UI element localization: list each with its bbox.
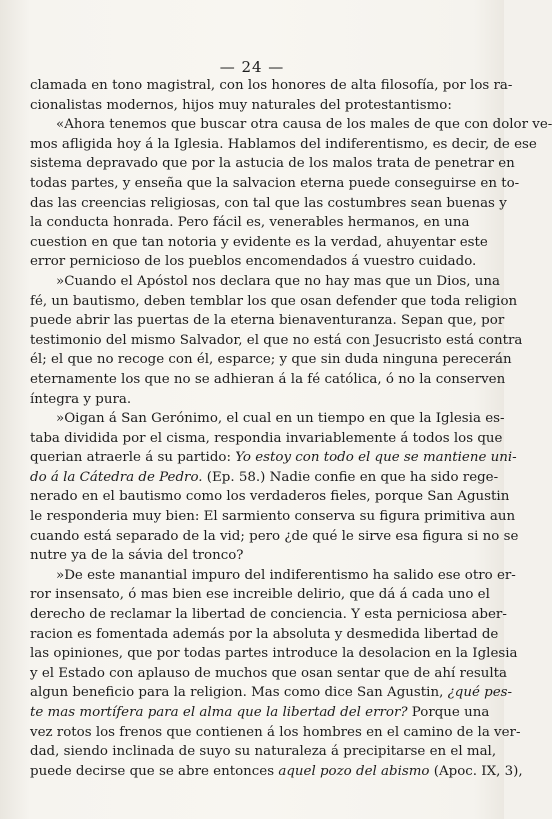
text-line: do á la Cátedra de Pedro. (Ep. 58.) Nadie confie en que ha sido rege-: [30, 469, 499, 485]
text-line: clamada en tono magistral, con los honores de alta filosofía, por los ra-: [30, 78, 513, 93]
text-line: »Cuando el Apóstol nos declara que no hay mas que un Dios, una: [56, 273, 501, 289]
text-line: »Oigan á San Gerónimo, el cual en un tiempo en que la Iglesia es-: [56, 411, 505, 427]
text-line: testimonio del mismo Salvador, el que no está con Jesucristo está contra: [30, 332, 523, 348]
text-line: cuestion en que tan notoria y evidente es la verdad, ahuyentar este: [30, 234, 488, 250]
text-line: nerado en el bautismo como los verdaderos fieles, porque San Agustin: [30, 489, 510, 505]
text-line: vez rotos los frenos que contienen á los hombres en el camino de la ver-: [30, 724, 521, 740]
text-line: taba dividida por el cisma, respondia invariablemente á todos los que: [30, 430, 503, 446]
text-line: error pernicioso de los pueblos encomendados á vuestro cuidado.: [30, 254, 477, 270]
body-text: [30, 76, 552, 781]
text-line: querian atraerle á su partido: Yo estoy con todo el que se mantiene uni-: [30, 450, 517, 466]
text-line: y el Estado con aplauso de muchos que osan sentar que de ahí resulta: [30, 665, 508, 681]
text-line: la conducta honrada. Pero fácil es, venerables hermanos, en una: [30, 215, 470, 231]
text-line: él; el que no recoge con él, esparce; y que sin duda ninguna perecerán: [30, 352, 512, 368]
text-line: puede decirse que se abre entonces aquel pozo del abismo (Apoc. IX, 3),: [30, 763, 523, 779]
page-number: — 24 —: [219, 58, 285, 76]
text-line: las opiniones, que por todas partes introduce la desolacion en la Iglesia: [30, 646, 518, 662]
text-line: dad, siendo inclinada de suyo su naturaleza á precipitarse en el mal,: [30, 744, 497, 760]
text-line: le responderia muy bien: El sarmiento conserva su figura primitiva aun: [30, 509, 516, 525]
text-line: racion es fomentada además por la absoluta y desmedida libertad de: [30, 626, 499, 642]
text-line: das las creencias religiosas, con tal que las costumbres sean buenas y: [30, 195, 507, 211]
text-line: derecho de reclamar la libertad de conciencia. Y esta perniciosa aber-: [30, 607, 507, 623]
text-line: puede abrir las puertas de la eterna bienaventuranza. Sepan que, por: [30, 313, 505, 329]
text-line: cuando está separado de la vid; pero ¿de qué le sirve esa figura si no se: [30, 528, 519, 544]
text-line: mos afligida hoy á la Iglesia. Hablamos del indiferentismo, es decir, de ese: [30, 136, 537, 152]
text-line: todas partes, y enseña que la salvacion eterna puede conseguirse en to-: [30, 175, 520, 191]
text-line: fé, un bautismo, deben temblar los que osan defender que toda religion: [30, 293, 518, 309]
text-line: te mas mortífera para el alma que la libertad del error? Porque una: [30, 705, 490, 720]
text-line: algun beneficio para la religion. Mas como dice San Agustin, ¿qué pes-: [30, 685, 513, 701]
text-line: íntegra y pura.: [30, 391, 132, 407]
text-line: sistema depravado que por la astucia de los malos trata de penetrar en: [30, 156, 515, 172]
text-line: cionalistas modernos, hijos muy naturales del protestantismo:: [30, 97, 452, 113]
text-line: »De este manantial impuro del indiferentismo ha salido ese otro er-: [56, 567, 516, 583]
text-line: eternamente los que no se adhieran á la fé católica, ó no la conserven: [30, 371, 506, 387]
text-line: nutre ya de la sávia del tronco?: [30, 548, 244, 564]
text-line: «Ahora tenemos que buscar otra causa de los males de que con dolor ve-: [56, 117, 552, 133]
text-line: ror insensato, ó mas bien ese increible delirio, que dá á cada uno el: [30, 587, 490, 603]
